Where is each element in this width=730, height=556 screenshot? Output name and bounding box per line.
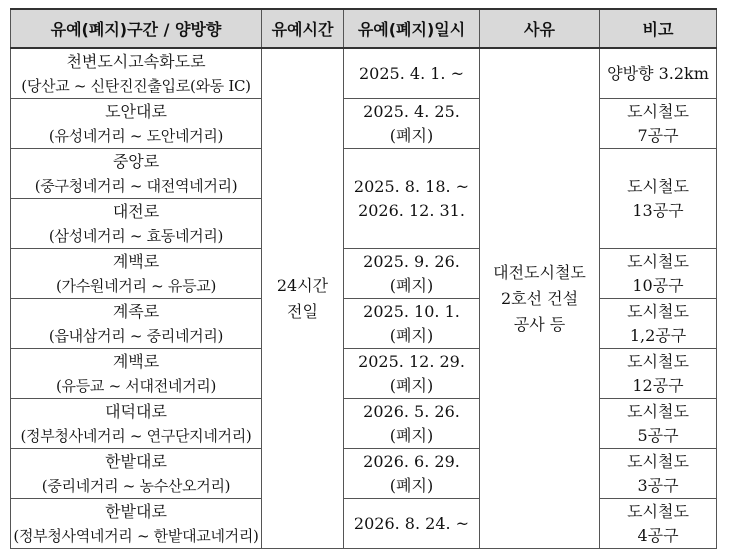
date-line: 2025. 4. 1. ~: [359, 63, 464, 83]
header-date: 유예(폐지)일시: [344, 9, 480, 48]
date-cell: [344, 99, 480, 149]
note-line: 양방향 3.2km: [607, 63, 709, 83]
note-line: 도시철도: [627, 251, 689, 271]
date-cell: [344, 499, 480, 549]
note-cell: [600, 299, 717, 349]
road-range: (중리네거리 ~ 농수산오거리): [41, 476, 231, 495]
reason-line: 대전도시철도: [493, 262, 586, 282]
note-cell: [600, 349, 717, 399]
date-cell: [344, 299, 480, 349]
table-row: [11, 499, 717, 549]
road-restriction-table: [10, 8, 717, 549]
date-cell: [344, 149, 480, 249]
date-line: 2026. 6. 29.: [363, 451, 460, 471]
date-cell: [344, 399, 480, 449]
time-cell: [262, 48, 344, 549]
section-cell: [11, 499, 262, 549]
note-cell: [600, 249, 717, 299]
note-line: 1,2공구: [629, 325, 687, 345]
header-row: [11, 9, 717, 48]
section-cell: [11, 399, 262, 449]
date-line: (폐지): [389, 425, 434, 445]
date-line: 2026. 5. 26.: [363, 401, 460, 421]
road-name: 대전로: [112, 201, 160, 221]
table-row: [11, 249, 717, 299]
note-cell: [600, 99, 717, 149]
note-line: 3공구: [637, 475, 679, 495]
road-name: 대덕대로: [105, 401, 167, 421]
date-cell: [344, 48, 480, 99]
road-range: (정부청사역네거리 ~ 한밭대교네거리): [13, 526, 259, 545]
date-cell: [344, 449, 480, 499]
note-line: 13공구: [632, 200, 684, 220]
date-cell: [344, 249, 480, 299]
note-line: 12공구: [632, 375, 684, 395]
road-range: (정부청사네거리 ~ 연구단지네거리): [20, 426, 252, 445]
note-line: 10공구: [632, 275, 684, 295]
road-name: 한밭대로: [105, 501, 167, 521]
table-wrapper: [10, 8, 717, 549]
date-line: 2025. 8. 18. ~: [353, 176, 470, 196]
section-cell: [11, 149, 262, 199]
header-section: 유예(폐지)구간 / 양방향: [11, 9, 262, 48]
road-name: 한밭대로: [105, 451, 167, 471]
road-name: 천변도시고속화도로: [66, 51, 206, 71]
section-cell: [11, 48, 262, 99]
note-line: 5공구: [637, 425, 679, 445]
date-line: (폐지): [389, 375, 434, 395]
table-row: [11, 349, 717, 399]
note-cell: [600, 449, 717, 499]
table-row: [11, 299, 717, 349]
section-cell: [11, 249, 262, 299]
road-name: 도안대로: [105, 101, 167, 121]
section-cell: [11, 449, 262, 499]
note-line: 도시철도: [627, 401, 689, 421]
date-line: 2025. 9. 26.: [363, 251, 460, 271]
time-line: 전일: [287, 301, 318, 321]
reason-line: 2호선 건설: [500, 288, 579, 308]
note-line: 도시철도: [627, 301, 689, 321]
table-row: [11, 99, 717, 149]
road-range: (삼성네거리 ~ 효동네거리): [48, 226, 224, 245]
date-line: (폐지): [389, 125, 434, 145]
reason-line: 공사 등: [513, 314, 566, 334]
header-time: 유예시간: [262, 9, 344, 48]
road-range: (당산교 ~ 신탄진진출입로(와동 IC): [21, 76, 251, 95]
note-line: 도시철도: [627, 351, 689, 371]
note-cell: [600, 399, 717, 449]
date-cell: [344, 349, 480, 399]
section-cell: [11, 199, 262, 249]
date-line: 2026. 8. 24. ~: [353, 513, 470, 533]
note-cell: [600, 149, 717, 249]
section-cell: [11, 99, 262, 149]
date-line: 2025. 10. 1.: [363, 301, 460, 321]
section-cell: [11, 349, 262, 399]
note-line: 도시철도: [627, 501, 689, 521]
note-cell: [600, 499, 717, 549]
road-range: (유성네거리 ~ 도안네거리): [48, 126, 224, 145]
road-range: (읍내삼거리 ~ 중리네거리): [48, 326, 224, 345]
note-line: 도시철도: [627, 101, 689, 121]
date-line: 2026. 12. 31.: [358, 200, 465, 220]
road-name: 중앙로: [112, 151, 160, 171]
table-row: [11, 149, 717, 199]
section-cell: [11, 299, 262, 349]
road-range: (가수원네거리 ~ 유등교): [55, 276, 217, 295]
note-line: 도시철도: [627, 176, 689, 196]
road-range: (중구청네거리 ~ 대전역네거리): [34, 176, 238, 195]
note-cell: [600, 48, 717, 99]
date-line: (폐지): [389, 275, 434, 295]
table-row: [11, 399, 717, 449]
table-row: [11, 449, 717, 499]
date-line: 2025. 12. 29.: [358, 351, 465, 371]
date-line: (폐지): [389, 325, 434, 345]
note-line: 4공구: [637, 525, 679, 545]
date-line: (폐지): [389, 475, 434, 495]
road-name: 계족로: [112, 301, 160, 321]
time-line: 24시간: [276, 275, 329, 295]
reason-cell: [480, 48, 600, 549]
note-line: 7공구: [637, 125, 679, 145]
table-row: [11, 48, 717, 99]
road-range: (유등교 ~ 서대전네거리): [55, 376, 217, 395]
road-name: 계백로: [112, 251, 160, 271]
header-reason: 사유: [480, 9, 600, 48]
note-line: 도시철도: [627, 451, 689, 471]
header-note: 비고: [600, 9, 717, 48]
road-name: 계백로: [112, 351, 160, 371]
date-line: 2025. 4. 25.: [363, 101, 460, 121]
